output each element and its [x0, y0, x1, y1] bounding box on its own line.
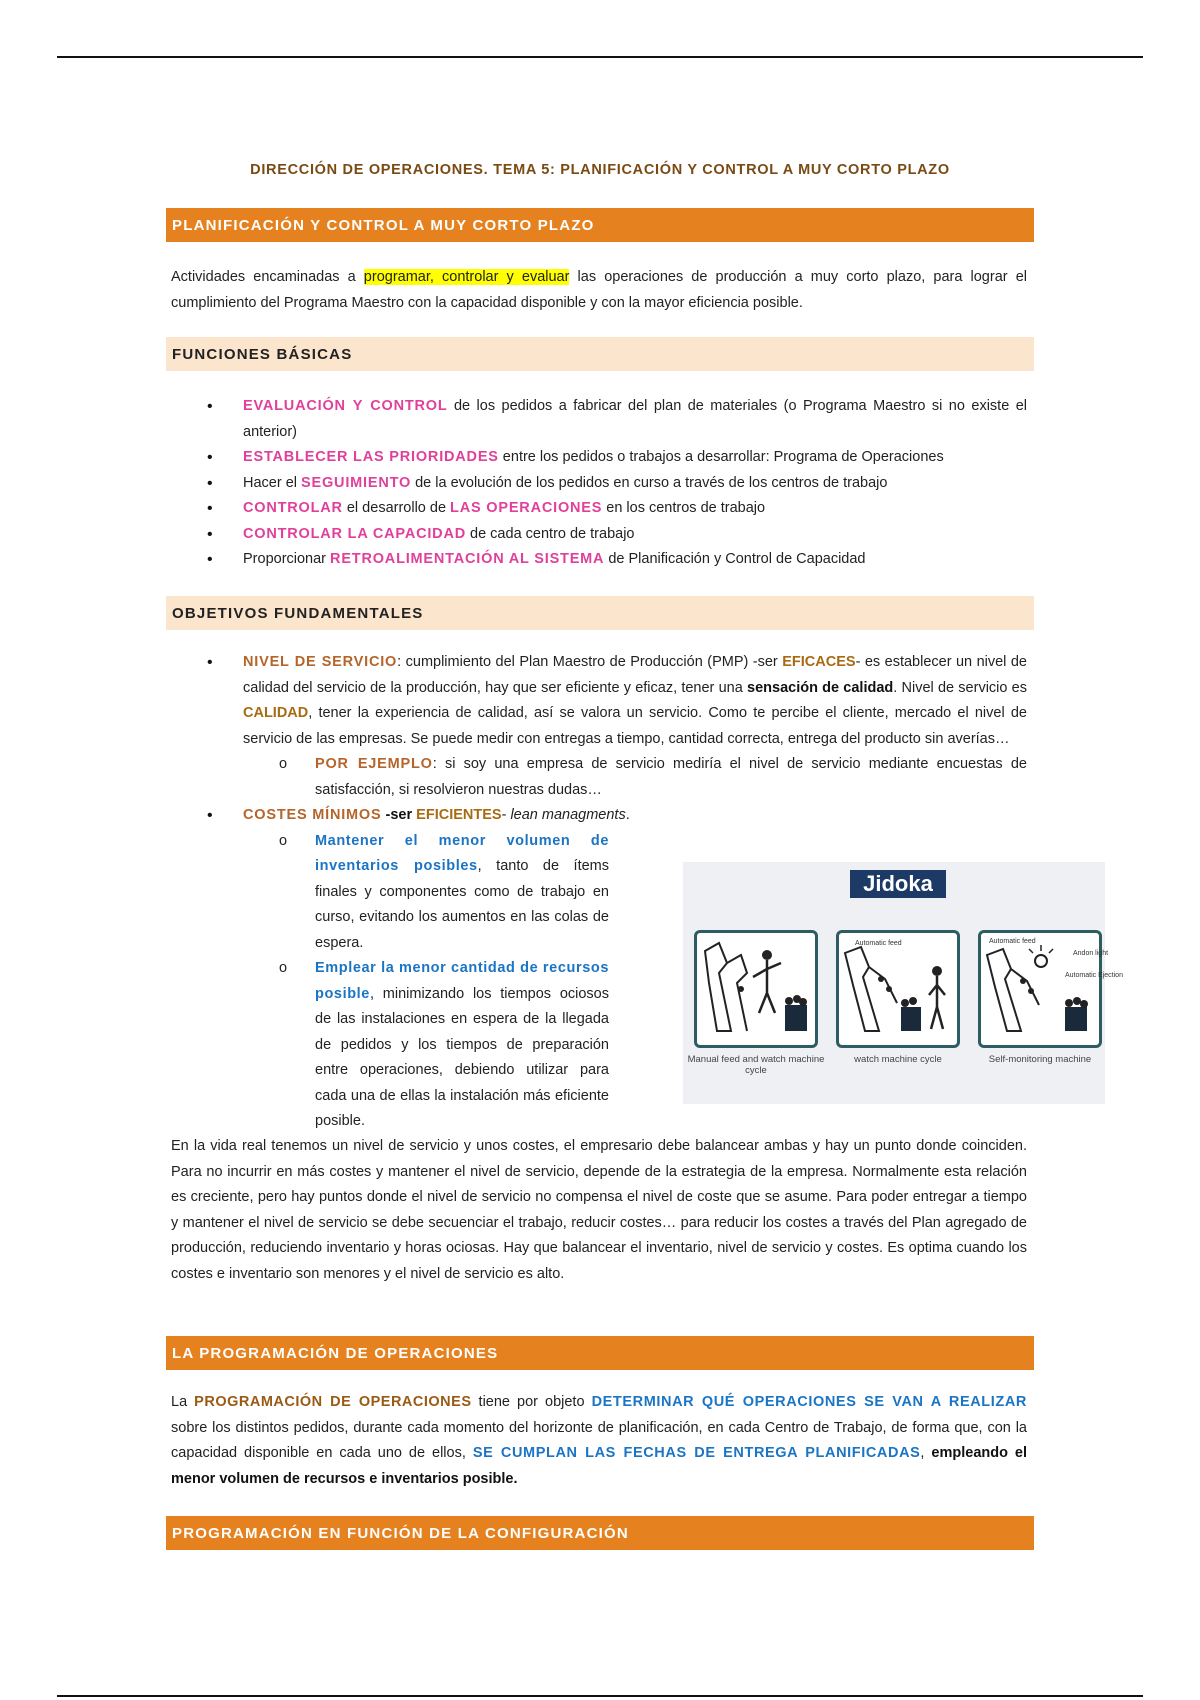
section-header-funciones: FUNCIONES BÁSICAS: [166, 337, 1034, 371]
jidoka-figure: [683, 862, 1123, 1104]
highlighted-text: programar, controlar y evaluar: [363, 269, 570, 285]
top-rule: [57, 56, 1143, 58]
section-header-planificacion: PLANIFICACIÓN Y CONTROL A MUY CORTO PLAZO: [166, 208, 1034, 242]
panel-auto-feed: [836, 930, 960, 1048]
list-item: • ESTABLECER LAS PRIORIDADES entre los pedidos o trabajos a desarrollar: Programa de Operaciones: [207, 445, 1027, 471]
section-header-programacion: LA PROGRAMACIÓN DE OPERACIONES: [166, 1336, 1034, 1370]
list-item: • Hacer el SEGUIMIENTO de la evolución de los pedidos en curso a través de los centros de trabajo: [207, 471, 1027, 497]
list-item: • CONTROLAR el desarrollo de LAS OPERACIONES en los centros de trabajo: [207, 496, 1027, 522]
machine-self-monitoring-icon: [981, 933, 1123, 1045]
panel-self-monitoring: [978, 930, 1123, 1048]
label-auto-feed-2: Automatic feed: [989, 938, 1036, 945]
label-auto-feed: Automatic feed: [855, 940, 902, 947]
machine-worker-icon: [697, 933, 815, 1045]
list-item: • EVALUACIÓN Y CONTROL de los pedidos a fabricar del plan de materiales (o Programa Maestro si no existe el anterior): [207, 394, 1027, 445]
sub-list-item: o Emplear la menor cantidad de recursos posible, minimizando los tiempos ociosos de las instalaciones en espera de la llegada de pedidos y los tiempos de preparación entre operaciones, debiendo utilizar para cada una de ellas la instalación más eficiente posible.: [279, 956, 609, 1135]
bottom-rule: [57, 1695, 1143, 1697]
section-header-objetivos: OBJETIVOS FUNDAMENTALES: [166, 596, 1034, 630]
caption-self-monitoring: Self-monitoring machine: [988, 1054, 1092, 1065]
sub-list-item: o Mantener el menor volumen de inventarios posibles, tanto de ítems finales y componentes como de trabajo en curso, evitando los aumentos en las colas de espera.: [279, 829, 609, 957]
list-item: • CONTROLAR LA CAPACIDAD de cada centro de trabajo: [207, 522, 1027, 548]
funciones-list: [207, 394, 1027, 573]
list-item: • NIVEL DE SERVICIO: cumplimiento del Plan Maestro de Producción (PMP) -ser EFICACES- es establecer un nivel de calidad del servicio de la producción, hay que ser eficiente y eficaz, tener una sensación de calidad. Nivel de servicio es CALIDAD, tener la experiencia de calidad, así se valora un servicio. Como te percibe el cliente, mercado el nivel de servicio de las empresas. Se puede medir con entregas a tiempo, cantidad correcta, entrega del producto sin averías… o POR EJEMPLO: si soy una empresa de servicio mediría el nivel de servicio mediante encuestas de satisfacción, si resolvieron nuestras dudas…: [207, 650, 1027, 803]
sub-list-item: o POR EJEMPLO: si soy una empresa de servicio mediría el nivel de servicio mediante encuestas de satisfacción, si resolvieron nuestras dudas…: [279, 752, 1027, 803]
list-item: • COSTES MÍNIMOS -ser EFICIENTES- lean managments. o Mantener el menor volumen de inventarios posibles, tanto de ítems finales y componentes como de trabajo en curso, evitando los aumentos en las colas de espera. o Emplear la menor cantidad de recursos posible, minimizando los tiempos ociosos de las instalaciones en espera de la llegada de pedidos y los tiempos de preparación entre operaciones, debiendo utilizar para cada una de ellas la instalación más eficiente posible.: [207, 803, 1027, 1135]
figure-title: Jidoka: [850, 870, 946, 898]
list-item: • Proporcionar RETROALIMENTACIÓN AL SISTEMA de Planificación y Control de Capacidad: [207, 547, 1027, 573]
caption-watch-cycle: watch machine cycle: [854, 1054, 942, 1065]
label-andon: Andon light: [1073, 950, 1109, 957]
page-title: DIRECCIÓN DE OPERACIONES. TEMA 5: PLANIFICACIÓN Y CONTROL A MUY CORTO PLAZO: [250, 162, 950, 178]
machine-auto-feed-icon: [839, 933, 957, 1045]
caption-manual-feed: Manual feed and watch machine cycle: [687, 1054, 825, 1076]
panel-manual-feed: [694, 930, 818, 1048]
label-ejection: Automatic Ejection: [1065, 972, 1123, 979]
programacion-paragraph: La PROGRAMACIÓN DE OPERACIONES tiene por objeto DETERMINAR QUÉ OPERACIONES SE VAN A REALIZAR sobre los distintos pedidos, durante cada momento del horizonte de planificación, en cada Centro de Trabajo, de forma que, con la capacidad disponible en cada uno de ellos, SE CUMPLAN LAS FECHAS DE ENTREGA PLANIFICADAS, empleando el menor volumen de recursos e inventarios posible.: [171, 1394, 1027, 1487]
section-header-configuracion: PROGRAMACIÓN EN FUNCIÓN DE LA CONFIGURACIÓN: [166, 1516, 1034, 1550]
intro-paragraph: Actividades encaminadas a programar, controlar y evaluar las operaciones de producción a muy corto plazo, para lograr el cumplimiento del Programa Maestro con la capacidad disponible y con la mayor eficiencia posible.: [171, 269, 1027, 311]
vida-real-paragraph: En la vida real tenemos un nivel de servicio y unos costes, el empresario debe balancear ambas y hay un punto donde coinciden. Para no incurrir en más costes y mantener el nivel de servicio, depende de la estrategia de la empresa. Normalmente esta relación es creciente, pero hay puntos donde el nivel de servicio no compensa el nivel de coste que se asume. Para poder entregar a tiempo y mantener el nivel de servicio se debe secuenciar el trabajo, reducir costes… para reducir los costes a través del Plan agregado de producción, reduciendo inventario y horas ociosas. Hay que balancear el inventario, nivel de servicio y costes. Es optima cuando los costes e inventario son menores y el nivel de servicio es alto.: [171, 1138, 1027, 1282]
